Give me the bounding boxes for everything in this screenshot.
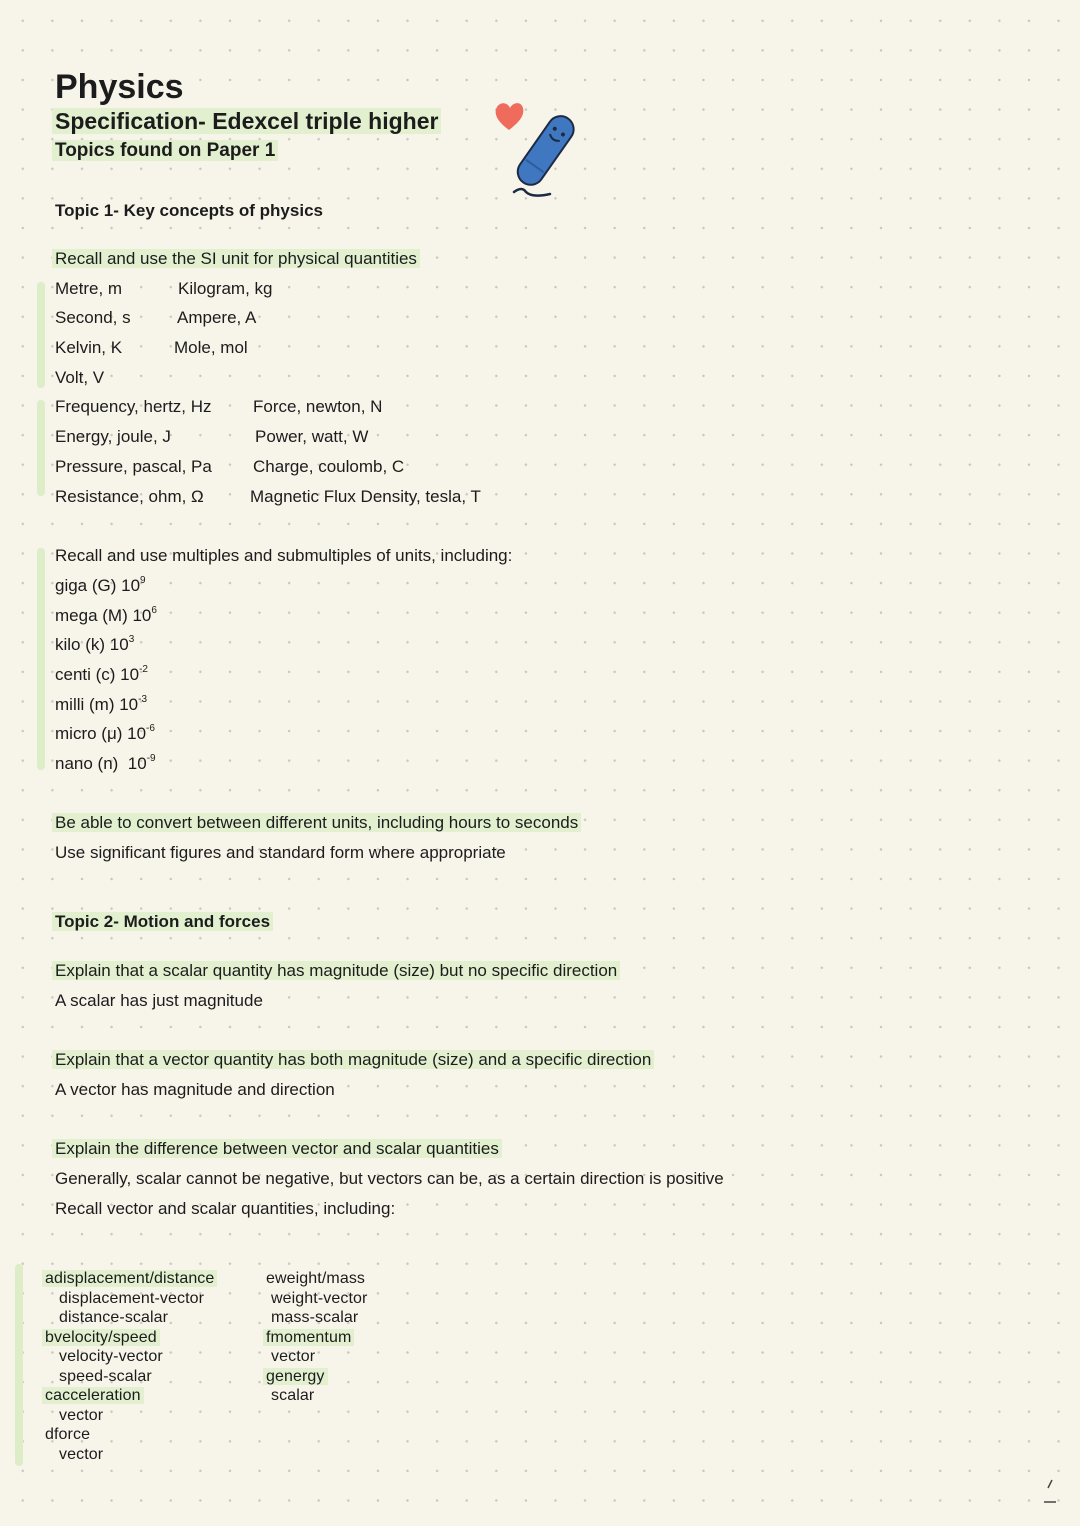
highlight-bar xyxy=(37,400,45,496)
page-corner-mark-icon xyxy=(1040,1476,1060,1510)
list-item: scalar xyxy=(271,1387,315,1404)
vector-answer: A vector has magnitude and direction xyxy=(55,1080,335,1099)
topic1-heading: Topic 1- Key concepts of physics xyxy=(55,201,323,220)
list-item: distance-scalar xyxy=(59,1309,169,1326)
derived-unit-frequency: Frequency, hertz, Hz xyxy=(55,397,212,416)
list-item: weight-vector xyxy=(271,1290,368,1307)
page-title: Physics xyxy=(55,68,184,106)
derived-unit-resistance: Resistance, ohm, Ω xyxy=(55,487,204,506)
prefix-mega: mega (M) $10^6$ xyxy=(55,605,157,625)
highlight-bar xyxy=(15,1264,23,1466)
list-item: vector xyxy=(59,1407,104,1424)
list-head: adisplacement/distance xyxy=(45,1269,217,1289)
list-head: genergy xyxy=(266,1367,328,1387)
list-head: dforce xyxy=(45,1426,91,1443)
prefix-giga: giga (G) $10^9$ xyxy=(55,575,146,595)
list-item: displacement-vector xyxy=(59,1290,205,1307)
prefix-centi: centi (c) $10^{-2}$ xyxy=(55,664,148,684)
list-item: mass-scalar xyxy=(271,1309,359,1326)
derived-unit-magnetic-flux: Magnetic Flux Density, tesla, T xyxy=(250,487,481,506)
prefix-milli: milli (m) $10^{-3}$ xyxy=(55,694,148,714)
highlight-bar xyxy=(37,548,45,770)
list-head: cacceleration xyxy=(45,1386,144,1406)
derived-unit-pressure: Pressure, pascal, Pa xyxy=(55,457,212,476)
specification-subtitle: Specification- Edexcel triple higher xyxy=(55,107,441,135)
multiples-intro: Recall and use multiples and submultiples of units, including: xyxy=(55,546,513,565)
convert-units-statement: Be able to convert between different units, including hours to seconds xyxy=(55,812,581,834)
paper-subtitle: Topics found on Paper 1 xyxy=(55,139,278,163)
derived-unit-energy: Energy, joule, J xyxy=(55,427,171,446)
si-units-intro: Recall and use the SI unit for physical quantities xyxy=(55,248,420,270)
topic2-heading: Topic 2- Motion and forces xyxy=(55,910,273,934)
prefix-nano: nano (n) $10^{-9}$ xyxy=(55,753,156,773)
scalar-question: Explain that a scalar quantity has magnitude (size) but no specific direction xyxy=(55,960,620,982)
list-item: speed-scalar xyxy=(59,1368,152,1385)
recall-quantities: Recall vector and scalar quantities, including: xyxy=(55,1199,396,1218)
base-unit-volt: Volt, V xyxy=(55,368,105,387)
list-item: vector xyxy=(271,1348,316,1365)
list-head: fmomentum xyxy=(266,1328,354,1348)
scalar-answer: A scalar has just magnitude xyxy=(55,991,263,1010)
difference-answer: Generally, scalar cannot be negative, but vectors can be, as a certain direction is positive xyxy=(55,1169,724,1188)
pen-sticker-icon xyxy=(492,96,584,206)
highlight-bar xyxy=(37,282,45,388)
vector-question: Explain that a vector quantity has both magnitude (size) and a specific direction xyxy=(55,1049,654,1071)
base-unit-mole: Mole, mol xyxy=(174,338,248,357)
base-unit-metre: Metre, m xyxy=(55,279,123,298)
prefix-micro: micro (μ) $10^{-6}$ xyxy=(55,723,155,743)
heart-icon xyxy=(496,103,524,130)
base-unit-ampere: Ampere, A xyxy=(177,308,257,327)
derived-unit-force: Force, newton, N xyxy=(253,397,383,416)
sigfig-statement: Use significant figures and standard form where appropriate xyxy=(55,843,506,862)
list-head: eweight/mass xyxy=(266,1270,366,1287)
base-unit-kilogram: Kilogram, kg xyxy=(178,279,273,298)
list-head: bvelocity/speed xyxy=(45,1328,160,1348)
list-item: vector xyxy=(59,1446,104,1463)
base-unit-kelvin: Kelvin, K xyxy=(55,338,123,357)
list-item: velocity-vector xyxy=(59,1348,163,1365)
difference-question: Explain the difference between vector and scalar quantities xyxy=(55,1138,502,1160)
base-unit-second: Second, s xyxy=(55,308,131,327)
derived-unit-power: Power, watt, W xyxy=(255,427,369,446)
prefix-kilo: kilo (k) $10^3$ xyxy=(55,634,135,654)
derived-unit-charge: Charge, coulomb, C xyxy=(253,457,405,476)
